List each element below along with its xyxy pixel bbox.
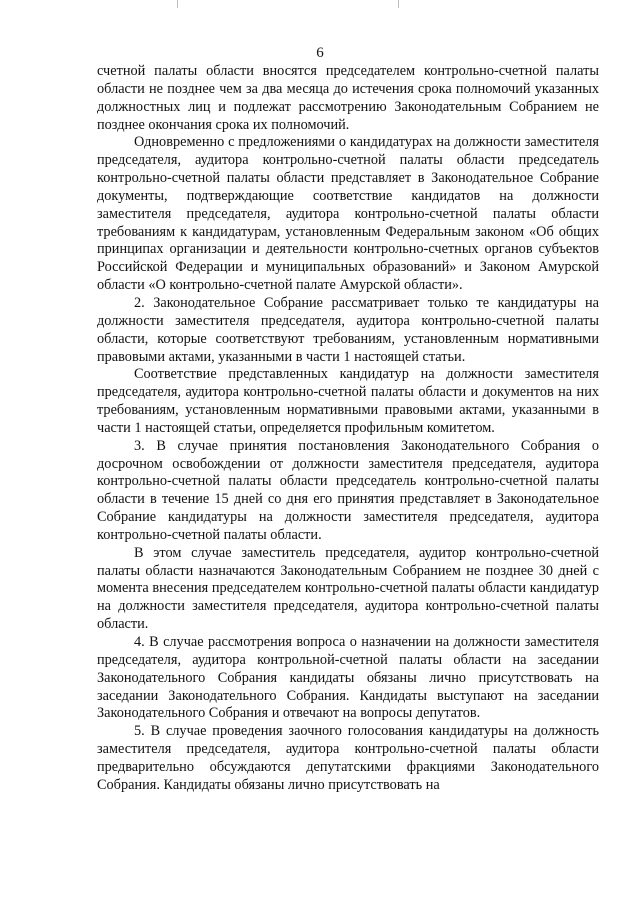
paragraph-compliance-committee: Соответствие представленных кандидатур на должности заместителя председателя, аудитора контрольно-счетной палаты области и документов на них требованиям, установленным нормативными правовыми актами, указанными в части 1 настоящей статьи, определяется профильным комитетом. (97, 366, 599, 436)
scan-edge-mark (177, 0, 178, 8)
paragraph-continuation: счетной палаты области вносятся председателем контрольно-счетной палаты области не позднее чем за два месяца до истечения срока полномочий указанных должностных лиц и подлежат рассмотрению Законодательным Собранием не позднее окончания срока их полномочий. (97, 63, 599, 133)
document-body (97, 63, 599, 795)
paragraph-part-5: 5. В случае проведения заочного голосования кандидатуры на должность заместителя председателя, аудитора контрольно-счетной палаты области предварительно обсуждаются депутатскими фракциями Законодательного Собрания. Кандидаты обязаны лично присутствовать на (97, 723, 599, 793)
paragraph-part-3: 3. В случае принятия постановления Законодательного Собрания о досрочном освобождении от должности заместителя председателя, аудитора контрольно-счетной палаты области председатель контрольно-счетной палаты области в течение 15 дней со дня его принятия представляет в Законодательное Собрание кандидатуры на должности заместителя председателя, аудитора контрольно-счетной палаты области. (97, 437, 599, 543)
paragraph-documents-submission: Одновременно с предложениями о кандидатурах на должности заместителя председателя, аудитора контрольно-счетной палаты области председатель контрольно-счетной палаты области представляет в Законодательное Собрание документы, подтверждающие соответствие кандидатов на должности заместителя председателя, аудитора контрольно-счетной палаты области требованиям к кандидатурам, установленным Федеральным законом «Об общих принципах организации и деятельности контрольно-счетных органов субъектов Российской Федерации и муниципальных образований» и Законом Амурской области «О контрольно-счетной палате Амурской области». (97, 134, 599, 294)
paragraph-part-2: 2. Законодательное Собрание рассматривает только те кандидатуры на должности заместителя председателя, аудитора контрольно-счетной палаты области, которые соответствуют требованиям, установленным нормативными правовыми актами, указанными в части 1 настоящей статьи. (97, 294, 599, 365)
paragraph-appointment-deadline: В этом случае заместитель председателя, аудитор контрольно-счетной палаты области назначаются Законодательным Собранием не позднее 30 дней с момента внесения председателем контрольно-счетной палаты области кандидатур на должности заместителя председателя, аудитора контрольно-счетной палаты области. (97, 544, 599, 633)
paragraph-part-4: 4. В случае рассмотрения вопроса о назначении на должности заместителя председателя, аудитора контрольной-счетной палаты области на заседании Законодательного Собрания кандидаты обязаны лично присутствовать на заседании Законодательного Собрания. Кандидаты выступают на заседании Законодательного Собрания и отвечают на вопросы депутатов. (97, 634, 599, 722)
page-number: 6 (316, 45, 324, 61)
scan-edge-mark (398, 0, 399, 8)
